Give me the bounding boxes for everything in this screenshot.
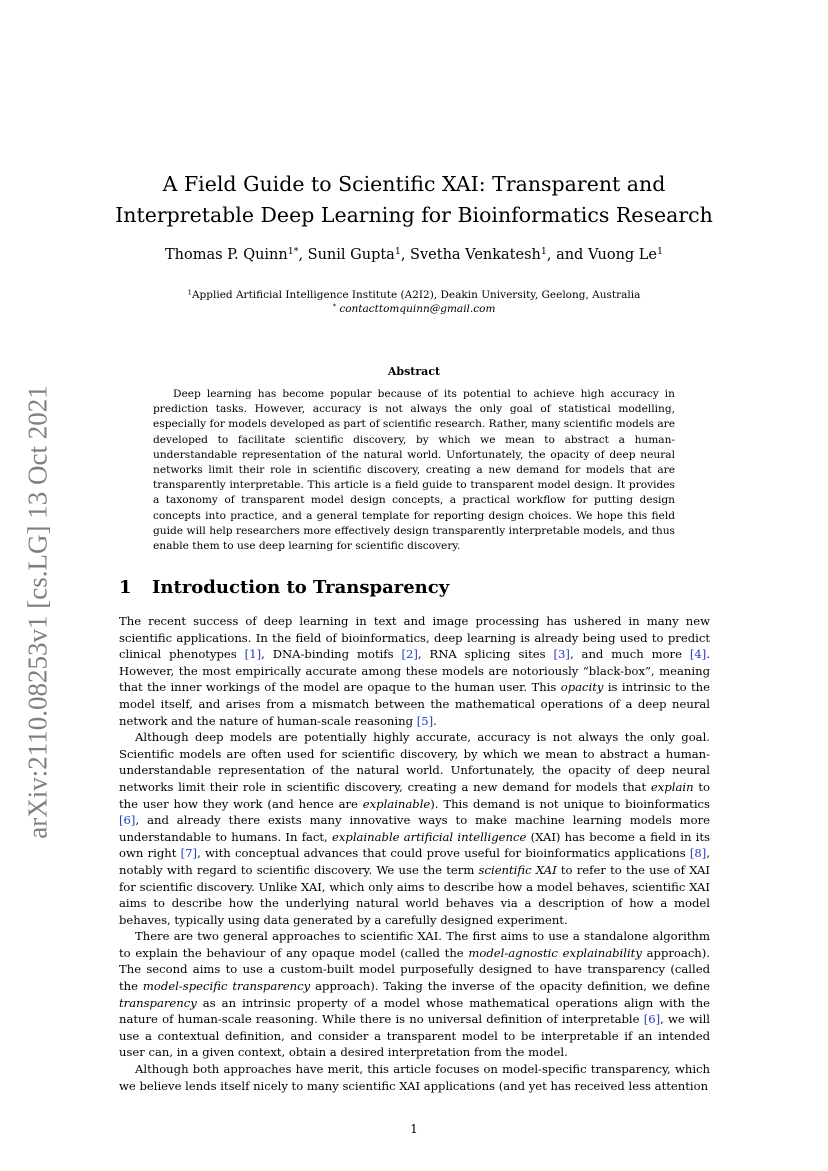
author: Sunil Gupta$^1$ [307, 245, 401, 263]
section-title: Introduction to Transparency [152, 577, 450, 598]
affiliation-block [100, 288, 728, 316]
paragraph [119, 1061, 710, 1094]
arxiv-identifier-text: arXiv:2110.08253v1 [cs.LG] 13 Oct 2021 [22, 385, 53, 839]
affiliation: $^1$Applied Artificial Intelligence Institute (A2I2), Deakin University, Geelong, Australia [187, 288, 641, 301]
author-list: Thomas P. Quinn$^{1*}$, Sunil Gupta$^1$, Svetha Venkatesh$^1$, and Vuong Le$^1$ [164, 245, 664, 263]
text-run: , and much more [569, 647, 690, 662]
paragraph [119, 613, 710, 729]
author: Svetha Venkatesh$^1$ [410, 245, 547, 263]
paper-title [100, 169, 728, 231]
text-run: to refer to the use of XAI for scientific discovery. Unlike XAI, which only aims to describe how a model behaves, scientific XAI aims to describe how the underlying natural world behaves via a description of how a model behaves, typically using data generated by a carefully designed experiment. [119, 862, 710, 927]
text-run: is intrinsic to the model itself, and arises from a mismatch between the mathematical operations of a deep neural network and the nature of human-scale reasoning [119, 680, 710, 728]
abstract-text: Deep learning has become popular because of its potential to achieve high accuracy in prediction tasks. However, accuracy is not always the only goal of statistical modelling, especially for models developed as part of scientific research. Rather, many scientific models are developed to facilitate scientific discovery, by which we mean to abstract a human-understandable representation of the natural world. Unfortunately, the opacity of deep neural networks limit their role in scientific discovery, creating a new demand for models that are transparently interpretable. This article is a field guide to transparent model design. It provides a taxonomy of transparent model design concepts, a practical workflow for putting design concepts into practice, and a general template for reporting design choices. We hope this field guide will help researchers more effectively design transparently interpretable models, and thus enable them to use deep learning for scientific discovery. [153, 388, 675, 553]
title-line-1: A Field Guide to Scientific XAI: Transparent and [162, 172, 666, 196]
text-run: . However, the most empirically accurate among these models are notoriously “black-box”, meaning that the inner workings of the model are opaque to the human user. This [119, 647, 710, 695]
emphasis: opacity [560, 680, 604, 695]
citation-link[interactable]: [7] [180, 846, 198, 861]
citation-link[interactable]: [2] [401, 647, 418, 662]
text-run: . [433, 713, 437, 728]
text-run: , with conceptual advances that could prove useful for bioinformatics applications [197, 846, 690, 861]
section-number: 1 [119, 577, 132, 598]
text-run: as an intrinsic property of a model whose mathematical operations align with the nature of human-scale reasoning. While there is no universal definition of interpretable [119, 995, 710, 1027]
citation-link[interactable]: [8] [689, 846, 707, 861]
text-run: , and already there exists many innovative ways to make machine learning models more understandable to humans. In fact, [119, 813, 710, 844]
text-run: approach). Taking the inverse of the opacity definition, we define [310, 979, 710, 994]
citation-link[interactable]: [3] [553, 647, 570, 662]
author: Thomas P. Quinn$^{1*}$ [164, 245, 299, 263]
emphasis: explainable [362, 796, 431, 811]
citation-link[interactable]: [5] [416, 713, 434, 728]
text-run: Although both approaches have merit, this article focuses on model-specific transparency, which we believe lends itself nicely to many scientific XAI applications (and yet has received less attention [119, 1062, 710, 1093]
paragraph [119, 729, 710, 928]
text-run: There are two general approaches to scientific XAI. The first aims to use a standalone algorithm to explain the behaviour of any opaque model (called the [119, 929, 710, 960]
text-run: ). This demand is not unique to bioinformatics [430, 796, 710, 811]
citation-link[interactable]: [6] [643, 1012, 661, 1027]
contact-email: * contacttomquinn@gmail.com [332, 302, 496, 315]
citation-link[interactable]: [1] [244, 647, 262, 662]
citation-link[interactable]: [6] [119, 813, 136, 828]
text-run: , DNA-binding motifs [261, 647, 402, 662]
author: Vuong Le$^1$ [587, 245, 664, 263]
text-run: (XAI) has become a field in its own right [119, 829, 710, 861]
text-run: The recent success of deep learning in text and image processing has ushered in many new scientific applications. In the field of bioinformatics, deep learning is already being used to predict clinical phenotypes [119, 614, 710, 662]
emphasis: explainable artificial intelligence [332, 829, 527, 844]
text-run: , RNA splicing sites [417, 647, 554, 662]
emphasis: transparency [119, 995, 197, 1010]
emphasis: model-specific transparency [142, 979, 311, 994]
text-run: Although deep models are potentially highly accurate, accuracy is not always the only goal. Scientific models are often used for scientific discovery, by which we mean to abstract a human-understandable representation of the natural world. Unfortunately, the opacity of deep neural networks limit their role in scientific discovery, creating a new demand for models that [119, 730, 710, 794]
text-run: to the user how they work (and hence are [119, 779, 710, 811]
paragraph [119, 928, 710, 1061]
emphasis: model-agnostic explainability [468, 945, 642, 960]
emphasis: scientific XAI [478, 862, 557, 877]
citation-link[interactable]: [4] [689, 647, 707, 662]
body-text [119, 613, 710, 1094]
text-run: , we will use a contextual definition, and consider a transparent model to be interpretable if an intended user can, in a given context, obtain a desired interpretation from the model. [119, 1012, 711, 1060]
text-run: approach). The second aims to use a custom-built model purposefully designed to have transparency (called the [119, 945, 710, 994]
emphasis: explain [650, 779, 694, 794]
abstract-heading: Abstract [387, 365, 441, 378]
section-heading [119, 577, 449, 598]
page-number: 1 [410, 1122, 418, 1136]
text-run: , notably with regard to scientific discovery. We use the term [119, 846, 710, 877]
title-line-2: Interpretable Deep Learning for Bioinformatics Research [115, 203, 713, 227]
